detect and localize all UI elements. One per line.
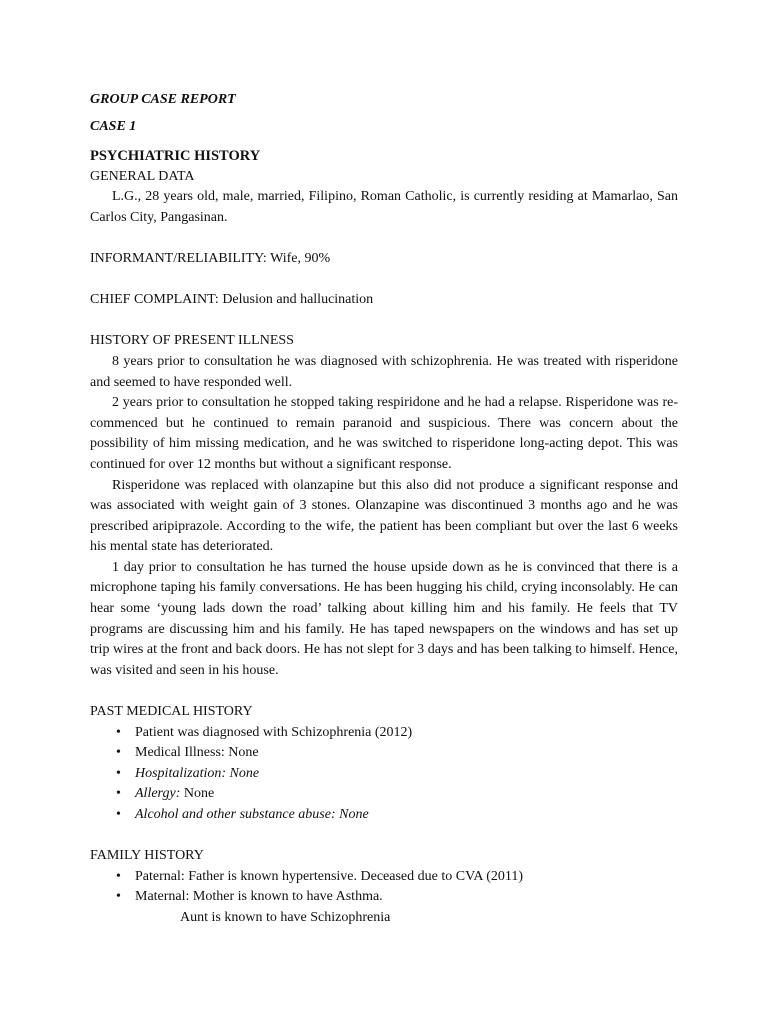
informant-label: INFORMANT/RELIABILITY:	[90, 250, 267, 266]
list-item-text: Medical Illness: None	[135, 745, 259, 761]
hpi-paragraph: 2 years prior to consultation he stopped taking respiridone and he had a relapse. Risperidone was re-commenced but he continued to remain paranoid and suspicious. There was concern about the possibility of him missing medication, and he was switched to risperidone long-acting depot. This was continued for over 12 months but without a significant response.	[90, 395, 678, 472]
case-number: CASE 1	[90, 119, 137, 134]
chief-complaint-line	[90, 290, 678, 311]
family-history-list	[90, 867, 678, 908]
past-medical-heading: PAST MEDICAL HISTORY	[90, 704, 253, 720]
maternal-extra-line: Aunt is known to have Schizophrenia	[180, 909, 391, 925]
allergy-value: None	[183, 786, 215, 802]
list-item	[90, 764, 678, 785]
hpi-paragraph: Risperidone was replaced with olanzapine but this also did not produce a significant response and was associated with weight gain of 3 stones. Olanzapine was discontinued 3 months ago and he was prescribed aripiprazole. According to the wife, the patient has been compliant but over the last 6 weeks his mental state has deteriorated.	[90, 477, 678, 555]
hpi-paragraph: 1 day prior to consultation he has turned the house upside down as he is convinced that there is a microphone taping his family conversations. He has been hugging his child, crying inconsolably. He can hear some ‘young lads down the road’ talking about killing him and his family. He feels that TV programs are discussing him and his family. He has taped newspapers on the windows and has set up trip wires at the front and back doors. He has not slept for 3 days and has been talking to himself. Hence, was visited and seen in his house.	[90, 559, 678, 678]
general-data-heading: GENERAL DATA	[90, 168, 195, 184]
spacer	[90, 228, 678, 249]
bullet-icon: •	[116, 868, 121, 884]
bullet-icon: •	[116, 807, 121, 822]
bullet-icon: •	[116, 745, 121, 761]
spacer	[90, 270, 678, 291]
list-item-text: Maternal: Mother is known to have Asthma.	[135, 889, 383, 905]
bullet-icon: •	[116, 786, 121, 802]
list-item-text: Alcohol and other substance abuse: None	[135, 807, 369, 822]
spacer	[90, 826, 678, 847]
spacer	[90, 681, 678, 702]
list-item-text: Paternal: Father is known hypertensive. Deceased due to CVA (2011)	[135, 868, 524, 884]
spacer	[90, 311, 678, 332]
list-item-text: Patient was diagnosed with Schizophrenia (2012)	[135, 724, 413, 740]
list-item	[90, 887, 678, 908]
section-title: PSYCHIATRIC HISTORY	[90, 148, 261, 164]
list-item	[90, 784, 678, 805]
bullet-icon: •	[116, 724, 121, 740]
bullet-icon: •	[116, 765, 121, 781]
chief-complaint-label: CHIEF COMPLAINT:	[90, 292, 219, 308]
list-item-text: Hospitalization: None	[135, 765, 260, 781]
hpi-paragraph: 8 years prior to consultation he was diagnosed with schizophrenia. He was treated with risperidone and seemed to have responded well.	[90, 353, 678, 390]
informant-line	[90, 249, 678, 270]
list-item	[90, 743, 678, 764]
informant-value: Wife, 90%	[270, 250, 331, 266]
list-item-text: Allergy:	[135, 786, 181, 802]
chief-complaint-value: Delusion and hallucination	[222, 292, 374, 308]
document-page	[90, 90, 678, 929]
report-title: GROUP CASE REPORT	[90, 92, 236, 107]
bullet-icon: •	[116, 889, 121, 905]
general-data-text: L.G., 28 years old, male, married, Filipino, Roman Catholic, is currently residing at Mamarlao, San Carlos City, Pangasinan.	[90, 189, 678, 225]
family-history-heading: FAMILY HISTORY	[90, 848, 204, 864]
list-item	[90, 805, 678, 826]
list-item	[90, 723, 678, 744]
past-medical-list	[90, 723, 678, 826]
hpi-heading: HISTORY OF PRESENT ILLNESS	[90, 333, 294, 349]
list-item	[90, 867, 678, 888]
